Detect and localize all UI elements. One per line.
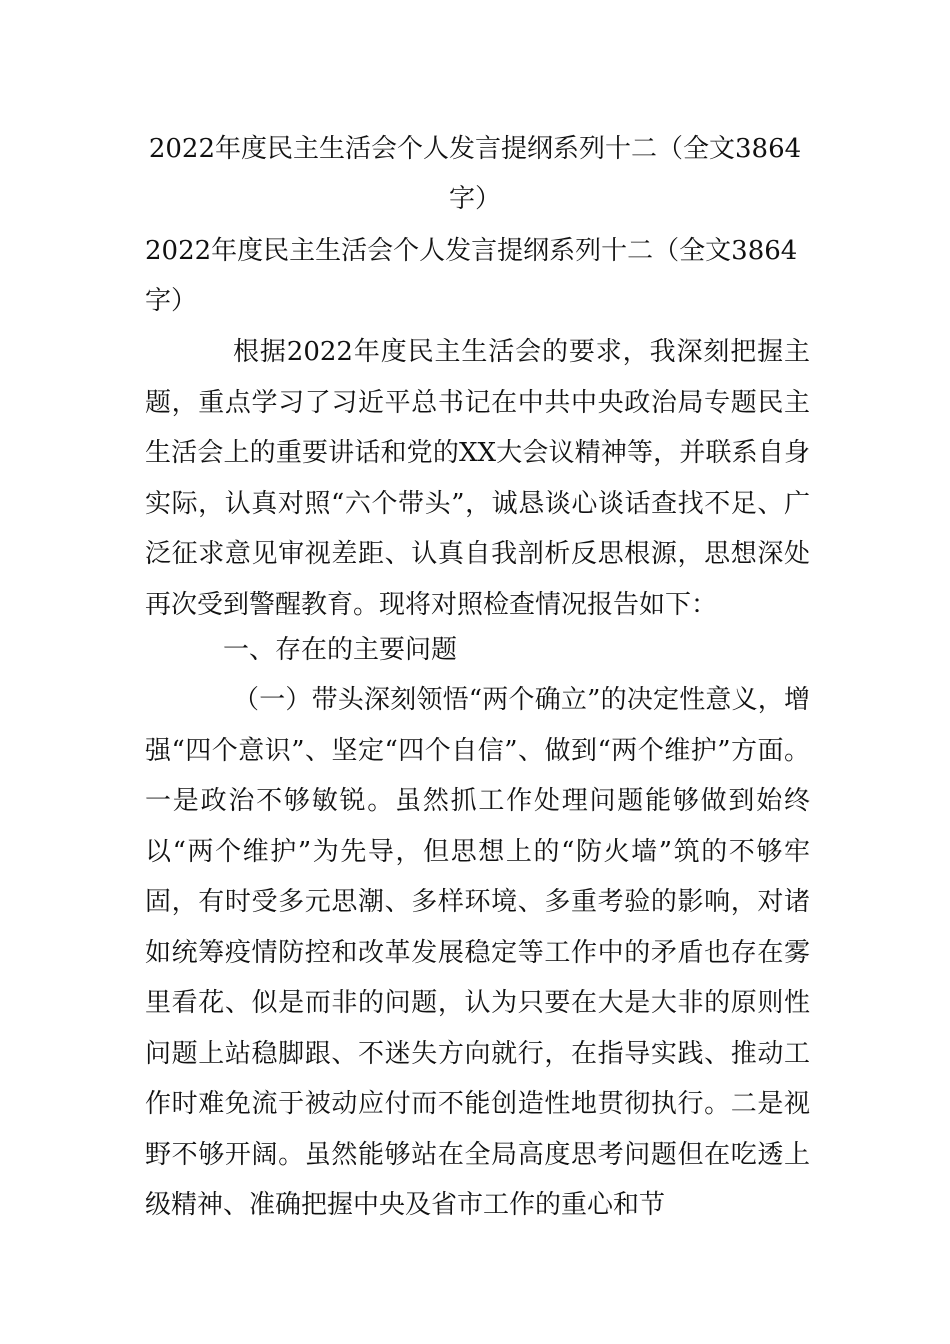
document-subtitle: 2022年度民主生活会个人发言提纲系列十二（全文3864字）	[145, 236, 798, 316]
section-paragraph-1: （一）带头深刻领悟“两个确立”的决定性意义，增强“四个意识”、坚定“四个自信”、做到“两个维护”方面。一是政治不够敏锐。虽然抓工作处理问题能够做到始终以“两个维护”为先导，但思想上的“防火墙”筑的不够牢固，有时受多元思潮、多样环境、多重考验的影响，对诸如统筹疫情防控和改革发展稳定等工作中的矛盾也存在雾里看花、似是而非的问题，认为只要在大是大非的原则性问题上站稳脚跟、不迷失方向就行，在指导实践、推动工作时难免流于被动应付而不能创造性地贯彻执行。二是视野不够开阔。虽然能够站在全局高度思考问题但在吃透上级精神、准确把握中央及省市工作的重心和节	[145, 685, 810, 1220]
document-title: 2022年度民主生活会个人发言提纲系列十二（全文3864字）	[148, 134, 802, 214]
intro-paragraph: 根据2022年度民主生活会的要求，我深刻把握主题，重点学习了习近平总书记在中共中央政治局专题民主生活会上的重要讲话和党的XX大会议精神等，并联系自身实际，认真对照“六个带头”，诚恳谈心谈话查找不足、广泛征求意见审视差距、认真自我剖析反思根源，思想深处再次受到警醒教育。现将对照检查情况报告如下：	[145, 337, 810, 620]
section-heading: 一、存在的主要问题	[223, 635, 458, 665]
